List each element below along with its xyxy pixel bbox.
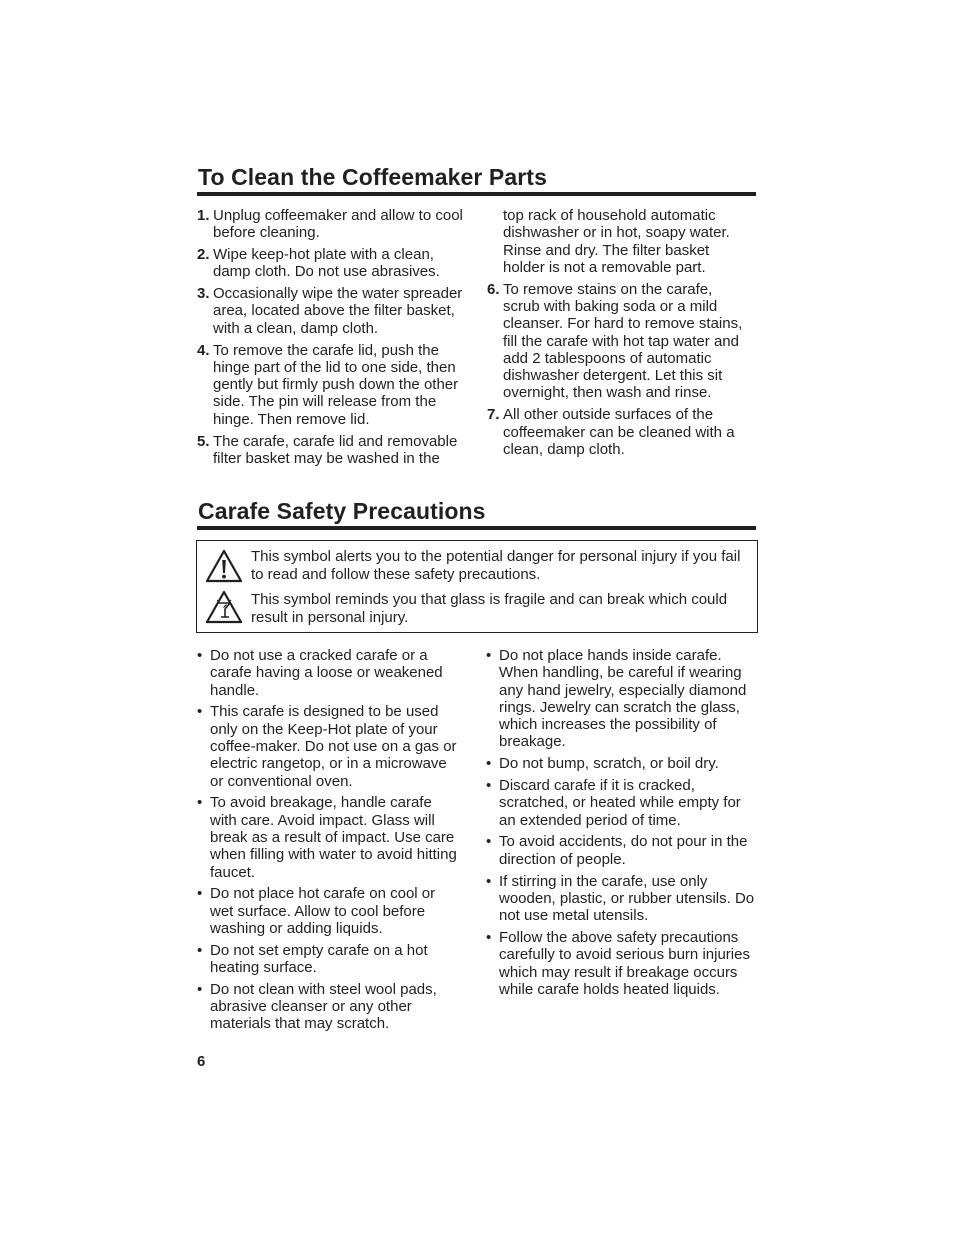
list-item: • Do not clean with steel wool pads, abrasive cleanser or any other materials that may scratch. — [197, 980, 437, 1033]
list-item: • Discard carafe if it is cracked, scratched, or heated while empty for an extended period of time. — [486, 777, 741, 829]
warning-box — [196, 540, 758, 633]
list-item: 2. Wipe keep-hot plate with a clean, damp cloth. Do not use abrasives. — [197, 246, 440, 281]
list-item: • Do not place hands inside carafe. When handling, be careful if wearing any hand jewelry, especially diamond rings. Jewelry can scratch the glass, which increases the possibility of breakage. — [486, 647, 747, 751]
list-item: • Do not use a cracked carafe or a carafe having a loose or weakened handle. — [197, 647, 443, 699]
list-item: 7. All other outside surfaces of the coffeemaker can be cleaned with a clean, damp cloth. — [487, 406, 735, 458]
list-item-continuation: top rack of household automatic dishwasher or in hot, soapy water. Rinse and dry. The filter basket holder is not a removable part. — [503, 207, 730, 276]
warning-text: This symbol reminds you that glass is fragile and can break which could result in personal injury. — [251, 591, 728, 626]
section-rule — [197, 192, 756, 196]
section-title-safety: Carafe Safety Precautions — [198, 498, 486, 524]
list-item: • Do not set empty carafe on a hot heating surface. — [197, 941, 428, 977]
list-item: • Follow the above safety precautions carefully to avoid serious burn injuries which may result if breakage occurs while carafe holds heated liquids. — [486, 928, 750, 998]
list-item: • To avoid accidents, do not pour in the direction of people. — [486, 833, 748, 868]
warning-text: This symbol alerts you to the potential danger for personal injury if you fail to read and follow these safety precautions. — [251, 548, 741, 583]
section-rule — [197, 526, 756, 530]
section-title-clean: To Clean the Coffeemaker Parts — [198, 164, 547, 190]
clean-steps-col2 — [487, 207, 751, 463]
broken-glass-triangle-icon — [205, 590, 243, 629]
list-item: 3. Occasionally wipe the water spreader area, located above the filter basket, with a clean, damp cloth. — [197, 285, 463, 337]
list-item: • To avoid breakage, handle carafe with care. Avoid impact. Glass will break as a result of impact. Use care when filling with water to avoid hitting faucet. — [197, 794, 457, 881]
list-item: 1. Unplug coffeemaker and allow to cool before cleaning. — [197, 207, 463, 242]
list-item: • Do not place hot carafe on cool or wet surface. Allow to cool before washing or adding liquids. — [197, 885, 436, 937]
list-item: 4. To remove the carafe lid, push the hinge part of the lid to one side, then gently but firmly push down the other side. The pin will release from the hinge. Then remove lid. — [197, 341, 459, 428]
list-item: • Do not bump, scratch, or boil dry. — [486, 755, 719, 773]
list-item: 5. The carafe, carafe lid and removable filter basket may be washed in the — [197, 432, 458, 467]
clean-steps-col1 — [197, 207, 473, 472]
list-item: • If stirring in the carafe, use only wooden, plastic, or rubber utensils. Do not use metal utensils. — [486, 872, 755, 925]
warning-triangle-icon — [205, 549, 243, 588]
page-number: 6 — [197, 1053, 206, 1070]
list-item: 6. To remove stains on the carafe, scrub with baking soda or a mild cleanser. For hard to remove stains, fill the carafe with hot tap water and add 2 tablespoons of automatic dishwasher detergent. Let this sit overnight, then wash and rinse. — [487, 280, 743, 402]
safety-bullets-col2 — [486, 647, 756, 1003]
safety-bullets-col1 — [197, 647, 461, 1037]
list-item: • This carafe is designed to be used only on the Keep-Hot plate of your coffee-maker. Do not use on a gas or electric rangetop, or in a microwave or conventional oven. — [197, 703, 457, 790]
